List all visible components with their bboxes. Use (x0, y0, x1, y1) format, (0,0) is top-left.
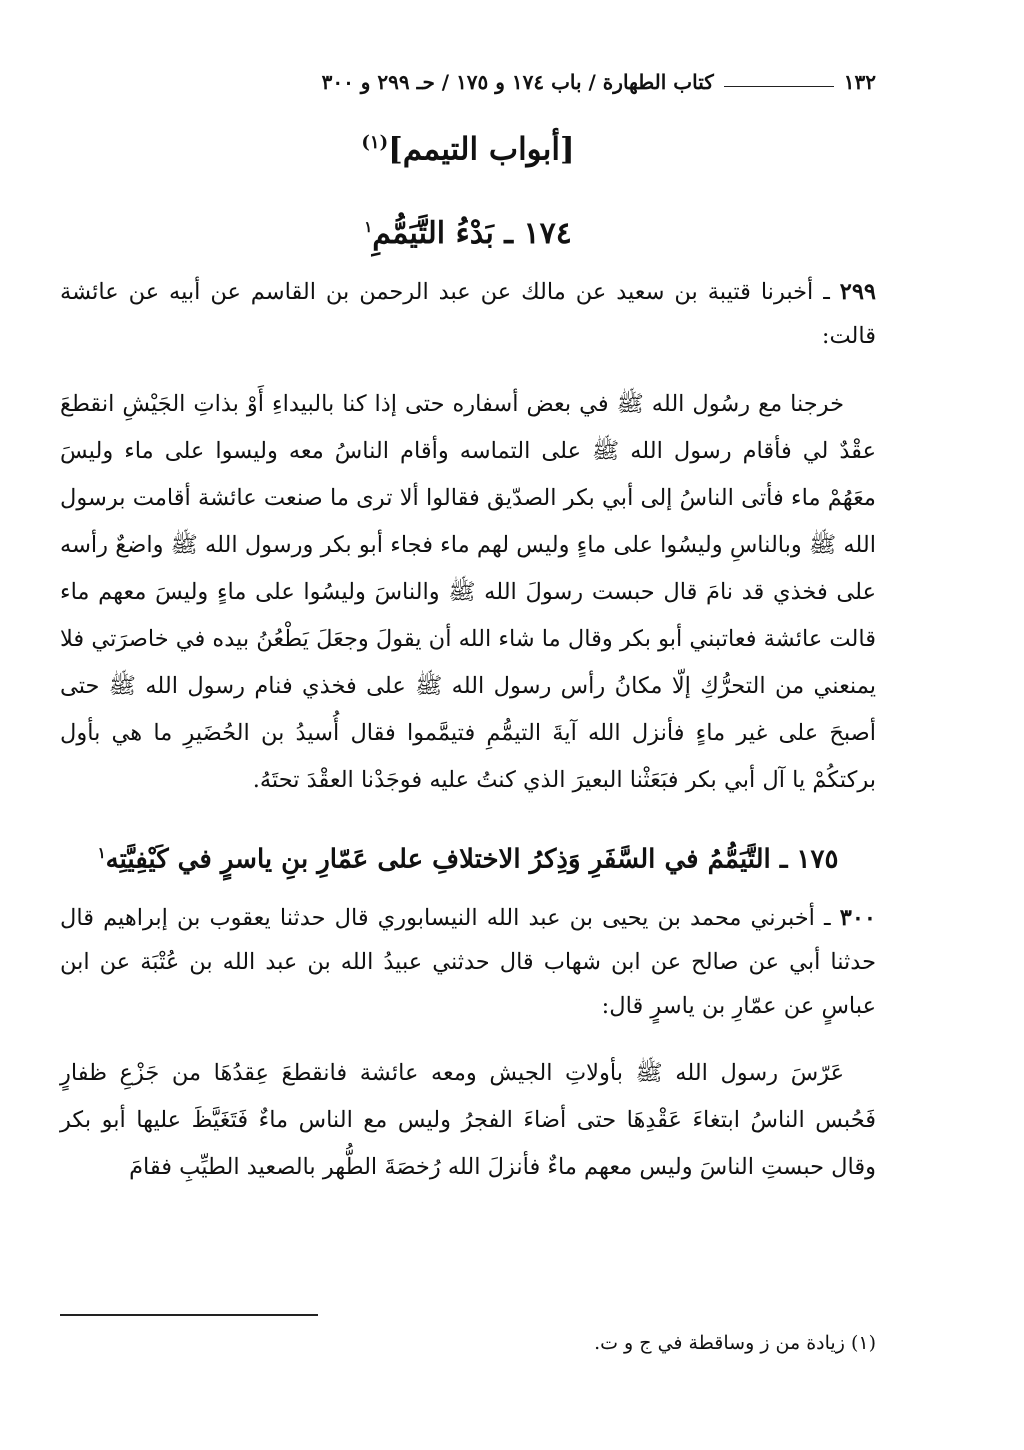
section-title-footnote-marker: (١) (361, 132, 389, 153)
footnote-marker: (١) (850, 1332, 876, 1354)
section-title (60, 120, 876, 166)
hadith-matn-299: خرجنا مع رسُول الله ﷺ في بعض أسفاره حتى إذا كنا بالبيداءِ أَوْ بذاتِ الجَيْشِ انقطعَ عقْدٌ لي فأقام رسول الله ﷺ على التماسه وأقام الناسُ معه وليسوا على ماء وليسَ معَهُمْ ماء فأتى الناسُ إلى أبي بكر الصدّيق فقالوا ألا ترى ما صنعت عائشة أقامت برسول الله ﷺ وبالناسِ وليسُوا على ماءٍ وليس لهم ماء فجاء أبو بكر ورسول الله ﷺ واضعٌ رأسه على فخذي قد نامَ قال حبست رسولَ الله ﷺ والناسَ وليسُوا على ماءٍ وليسَ معهم ماء قالت عائشة فعاتبني أبو بكر وقال ما شاء الله أن يقولَ وجعَلَ يَطْعُنُ بيده في خاصرَتي فلا يمنعني من التحرُّكِ إلّا مكانُ رأس رسول الله ﷺ على فخذي فنام رسول الله ﷺ حتى أصبحَ على غير ماءٍ فأنزل الله آيةَ التيمُّمِ فتيمَّموا فقال أُسيدُ بن الحُضَيرِ ما هي بأول بركتكُمْ يا آل أبي بكر فبَعَثْنا البعيرَ الذي كنتُ عليه فوجَدْنا العقْدَ تحتَهُ. (59, 390, 877, 793)
page-number: ١٣٢ (843, 70, 876, 94)
hadith-isnad-300 (60, 896, 876, 1028)
book-page (60, 62, 876, 1422)
hadith-number: ٣٠٠ (839, 904, 876, 931)
footnote-text: زيادة من ز وساقطة في ج و ت. (594, 1332, 845, 1354)
hadith-matn-300: عَرّسَ رسول الله ﷺ بأولاتِ الجيش ومعه عائشة فانقطعَ عِقدُهَا من جَزْعِ ظفارٍ فَحُبس الناسُ ابتغاءَ عَقْدِهَا حتى أضاءَ الفجرُ وليس مع الناس ماءٌ فَتَغَيَّظَ عليها أبو بكر وقال حبستِ الناسَ وليس معهم ماءٌ فأنزلَ الله رُخصَةَ الطُّهر بالصعيد الطيِّبِ فقامَ (60, 1060, 876, 1180)
chapter-title-marker: ١ (364, 218, 373, 236)
chapter-title-175 (60, 830, 876, 876)
isnad-text: ـ أخبرني محمد بن يحيى بن عبد الله النيسابوري قال حدثنا يعقوب بن إبراهيم قال حدثنا أبي عن صالح عن ابن شهاب قال حدثني عبيدُ الله بن عبد الله بن عُتْبَة عن ابن عباسٍ عن عمّارِ بن ياسرٍ قال: (60, 904, 876, 1019)
chapter-title-174 (60, 204, 876, 250)
footnote (594, 1332, 876, 1354)
footnote-separator (60, 1314, 318, 1316)
running-head-text: كتاب الطهارة / باب ١٧٤ و ١٧٥ / حـ ٢٩٩ و ٣٠٠ (321, 70, 714, 94)
chapter-title-text: ١٧٥ ـ التَّيَمُّمُ في السَّفَرِ وَذِكرُ الاختلافِ على عَمّارِ بنِ ياسرٍ في كَيْفِيَّتِه (105, 844, 839, 875)
running-head-rule (724, 86, 834, 87)
isnad-text: ـ أخبرنا قتيبة بن سعيد عن مالك عن عبد الرحمن بن القاسم عن أبيه عن عائشة قالت: (60, 279, 876, 349)
running-head (60, 62, 876, 102)
hadith-number: ٢٩٩ (839, 279, 876, 305)
hadith-isnad-299 (60, 270, 876, 358)
chapter-title-marker: ١ (97, 843, 106, 862)
chapter-title-text: ١٧٤ ـ بَدْءُ التَّيَمُّمِ (372, 216, 572, 251)
section-title-text: [أبواب التيمم] (388, 131, 575, 168)
